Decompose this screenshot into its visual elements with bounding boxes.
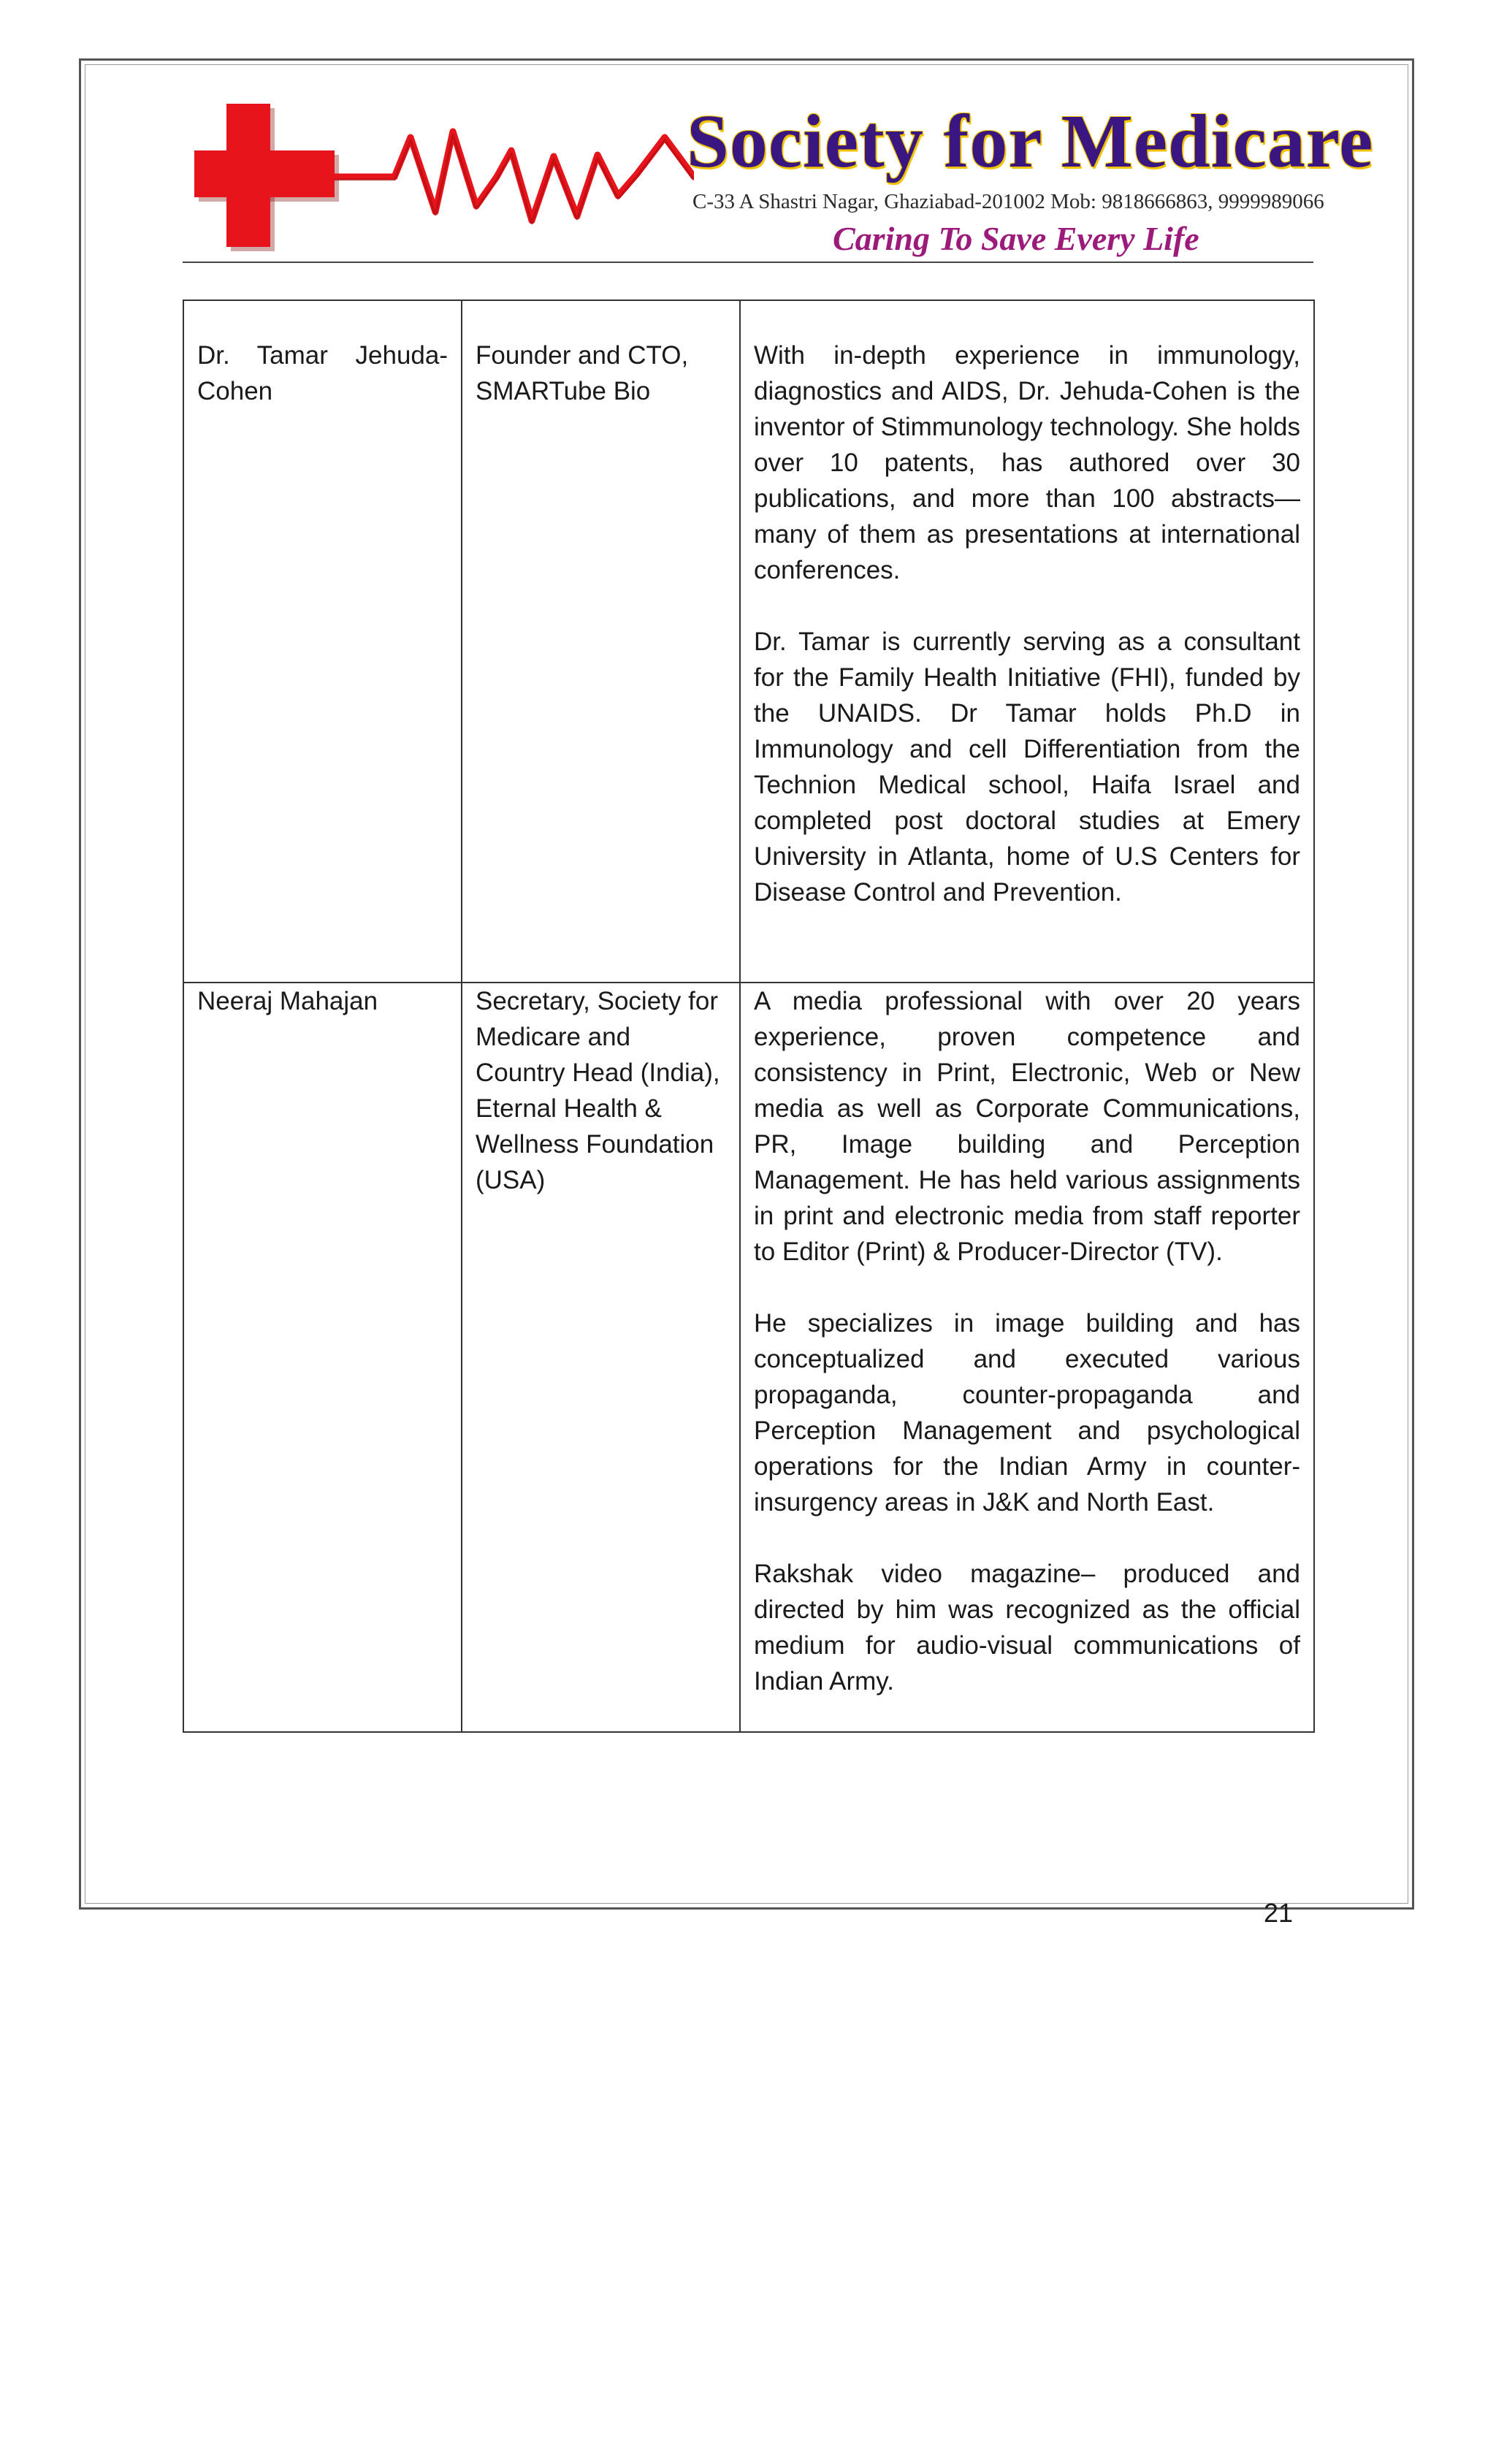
table-row bbox=[183, 300, 1314, 983]
person-role: Secretary, Society for Medicare and Country Head (India), Eternal Health & Wellness Foundation (USA) bbox=[462, 983, 740, 1732]
heartbeat-line bbox=[335, 131, 694, 221]
organization-address: C-33 A Shastri Nagar, Ghaziabad-201002 Mob: 9818666863, 9999989066 bbox=[692, 190, 1324, 213]
organization-tagline: Caring To Save Every Life bbox=[833, 220, 1199, 257]
person-role: Founder and CTO, SMARTube Bio bbox=[462, 300, 740, 983]
bio-paragraph: He specializes in image building and has conceptualized and executed various propaganda, counter-propaganda and Perception Management and psychological operations for the Indian Army in counter-insurgency areas in J&K and North East. bbox=[754, 1309, 1300, 1517]
red-cross-heartbeat-icon bbox=[183, 102, 694, 263]
header-divider bbox=[183, 262, 1313, 263]
page-number: 21 bbox=[1264, 1898, 1294, 1928]
bio-paragraph: With in-depth experience in immunology, diagnostics and AIDS, Dr. Jehuda-Cohen is the inventor of Stimmunology technology. She holds over 10 patents, has authored over 30 publications, and more than 100 abstracts—many of them as presentations at international conferences. bbox=[754, 341, 1300, 584]
bio-table bbox=[183, 300, 1315, 1733]
bio-paragraph: A media professional with over 20 years experience, proven competence and consistency in Print, Electronic, Web or New media as well as Corporate Communications, PR, Image building and Perception Management. He has held various assignments in print and electronic media from staff reporter to Editor (Print) & Producer-Director (TV). bbox=[754, 987, 1300, 1266]
person-bio bbox=[740, 983, 1314, 1732]
cross-horizontal bbox=[194, 150, 335, 197]
person-name: Dr. Tamar Jehuda-Cohen bbox=[183, 300, 462, 983]
bio-paragraph: Dr. Tamar is currently serving as a consultant for the Family Health Initiative (FHI), funded by the UNAIDS. Dr Tamar holds Ph.D in Immunology and cell Differentiation from the Technion Medical school, Haifa Israel and completed post doctoral studies at Emery University in Atlanta, home of U.S Centers for Disease Control and Prevention. bbox=[754, 628, 1300, 907]
bio-paragraph: Rakshak video magazine– produced and directed by him was recognized as the official medium for audio-visual communications of Indian Army. bbox=[754, 1560, 1300, 1696]
person-name: Neeraj Mahajan bbox=[183, 983, 462, 1732]
person-bio bbox=[740, 300, 1314, 983]
letterhead bbox=[183, 99, 1374, 263]
table-row bbox=[183, 983, 1314, 1732]
organization-name: Society for Medicare bbox=[687, 99, 1374, 183]
